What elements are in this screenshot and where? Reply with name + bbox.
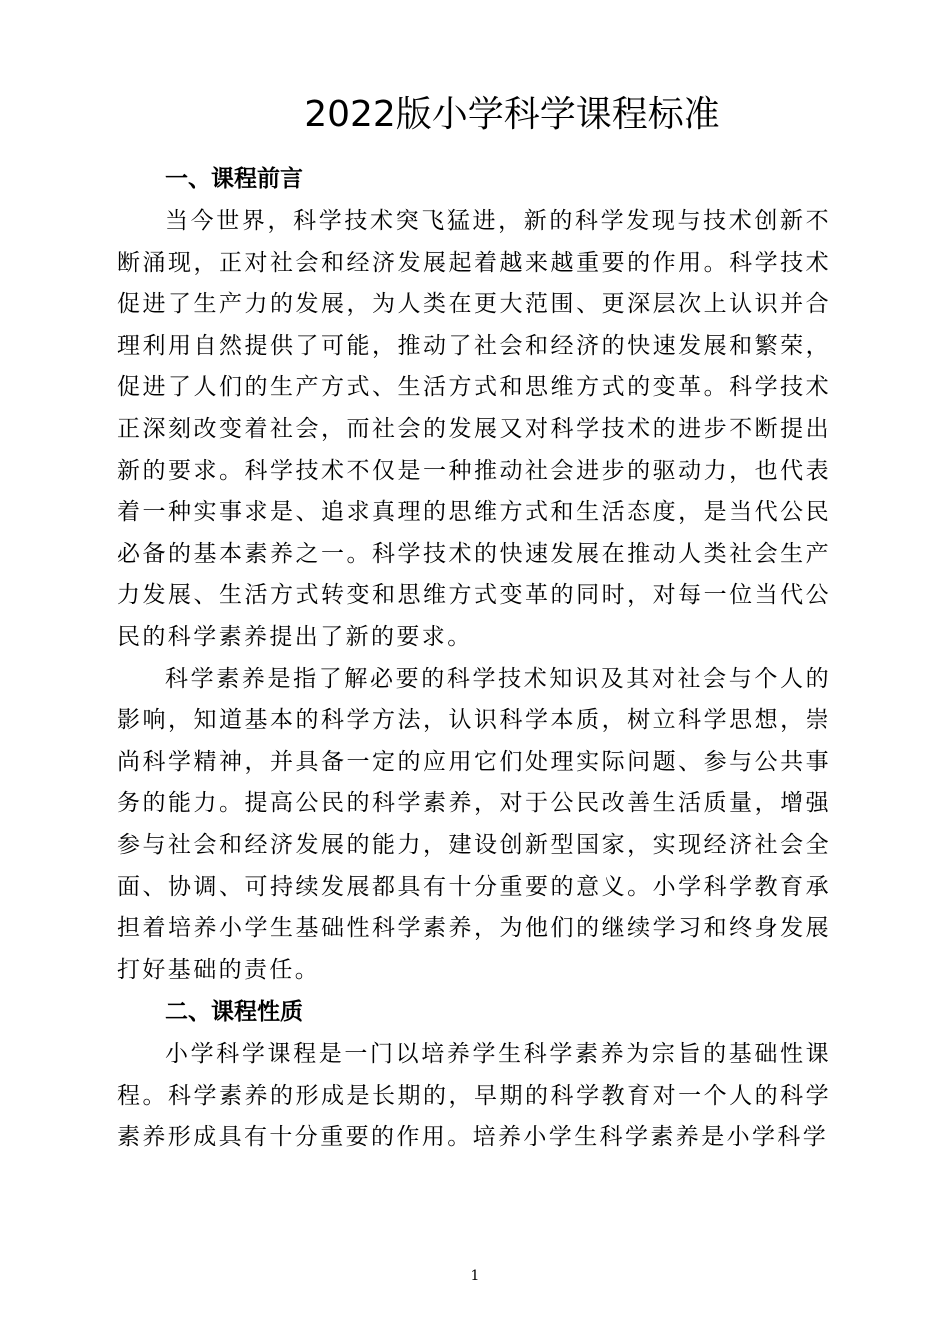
document-body xyxy=(117,158,831,1159)
paragraph: 当今世界，科学技术突飞猛进，新的科学发现与技术创新不断涌现，正对社会和经济发展起着越来越重要的作用。科学技术促进了生产力的发展，为人类在更大范围、更深层次上认识并合理利用自然提供了可能，推动了社会和经济的快速发展和繁荣，促进了人们的生产方式、生活方式和思维方式的变革。科学技术正深刻改变着社会，而社会的发展又对科学技术的进步不断提出新的要求。科学技术不仅是一种推动社会进步的驱动力，也代表着一种实事求是、追求真理的思维方式和生活态度，是当代公民必备的基本素养之一。科学技术的快速发展在推动人类社会生产力发展、生活方式转变和思维方式变革的同时，对每一位当代公民的科学素养提出了新的要求。 xyxy=(117,208,831,650)
section-heading: 一、课程前言 xyxy=(165,166,303,192)
section-foreword xyxy=(117,158,831,991)
paragraph: 科学素养是指了解必要的科学技术知识及其对社会与个人的影响，知道基本的科学方法，认识科学本质，树立科学思想，崇尚科学精神，并具备一定的应用它们处理实际问题、参与公共事务的能力。提高公民的科学素养，对于公民改善生活质量，增强参与社会和经济发展的能力，建设创新型国家，实现经济社会全面、协调、可持续发展都具有十分重要的意义。小学科学教育承担着培养小学生基础性科学素养，为他们的继续学习和终身发展打好基础的责任。 xyxy=(117,665,831,983)
section-nature xyxy=(117,991,831,1159)
page-number: 1 xyxy=(470,1268,480,1284)
paragraph: 小学科学课程是一门以培养学生科学素养为宗旨的基础性课程。科学素养的形成是长期的，早期的科学教育对一个人的科学素养形成具有十分重要的作用。培养小学生科学素养是小学科学 xyxy=(117,1041,831,1151)
section-heading: 二、课程性质 xyxy=(165,999,303,1026)
document-title: 2022版小学科学课程标准 xyxy=(304,94,720,135)
